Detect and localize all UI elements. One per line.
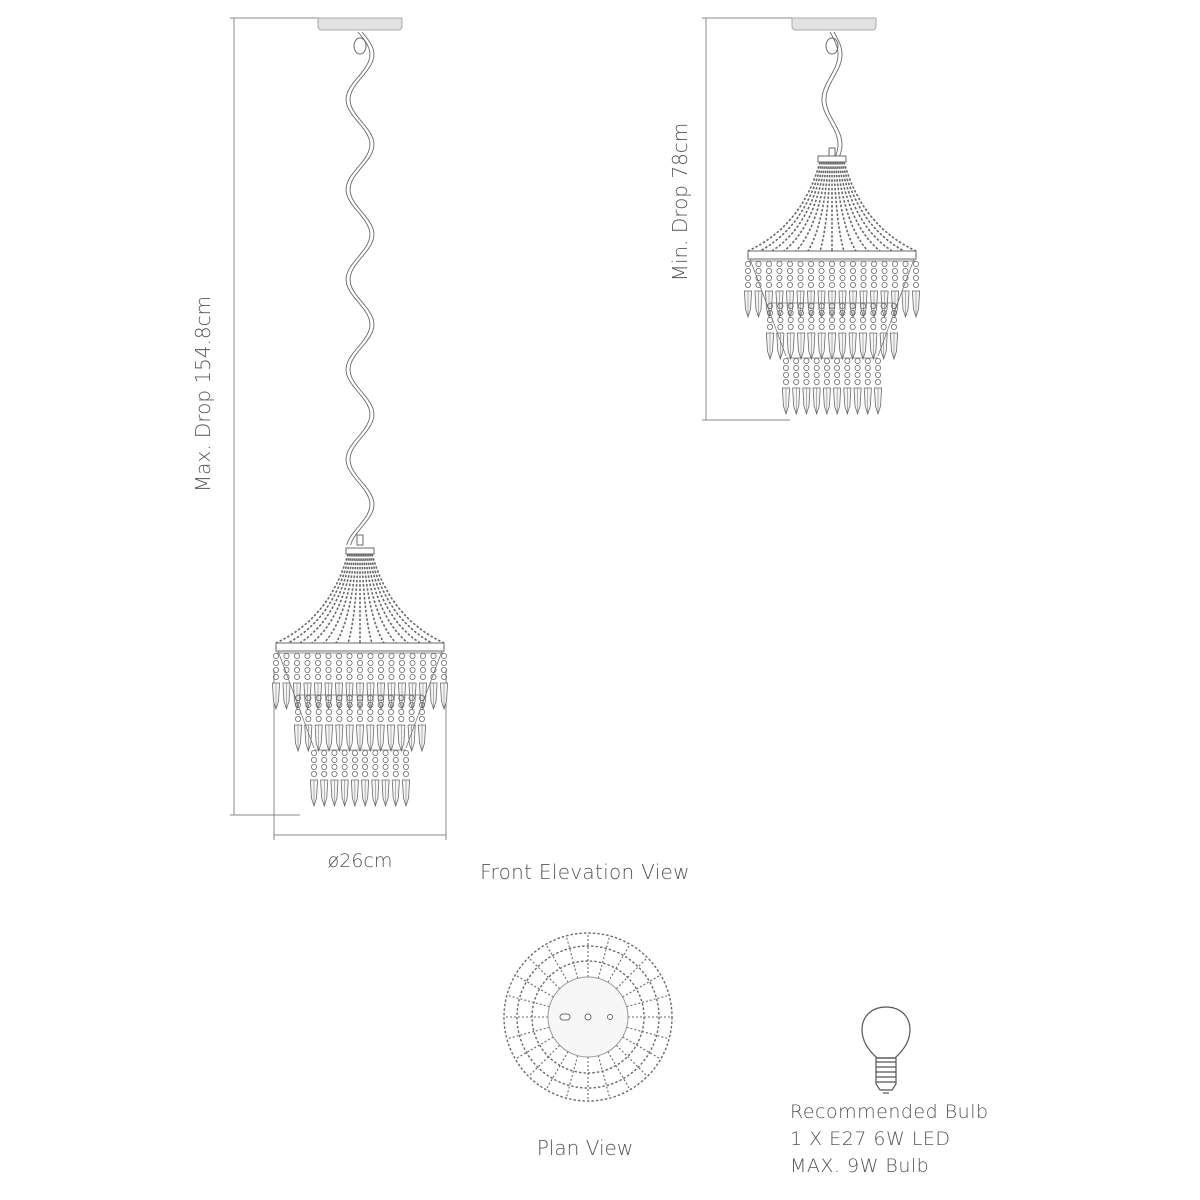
plan-view-drawing: [504, 933, 672, 1101]
min-drop-label: Min. Drop 78cm: [668, 122, 692, 282]
ceiling-rose-min: [792, 18, 876, 30]
bulb-spec-max: MAX. 9W Bulb: [790, 1155, 930, 1177]
ceiling-rose-max: [318, 18, 402, 30]
min-drop-dimension: [702, 18, 800, 420]
bulb-icon: [862, 1007, 910, 1093]
max-drop-label: Max. Drop 154.8cm: [191, 295, 215, 493]
chandelier-front-max: [272, 548, 447, 806]
chain-short: [822, 32, 842, 158]
bulb-spec-title: Recommended Bulb: [790, 1101, 989, 1123]
front-elevation-label: Front Elevation View: [480, 860, 690, 884]
plan-view-label: Plan View: [536, 1136, 634, 1160]
diameter-label: ø26cm: [327, 850, 393, 872]
chain-long: [346, 32, 374, 545]
bulb-spec-type: 1 X E27 6W LED: [790, 1128, 951, 1150]
bulb-specs: [790, 1099, 989, 1180]
chandelier-front-min: [744, 156, 919, 414]
